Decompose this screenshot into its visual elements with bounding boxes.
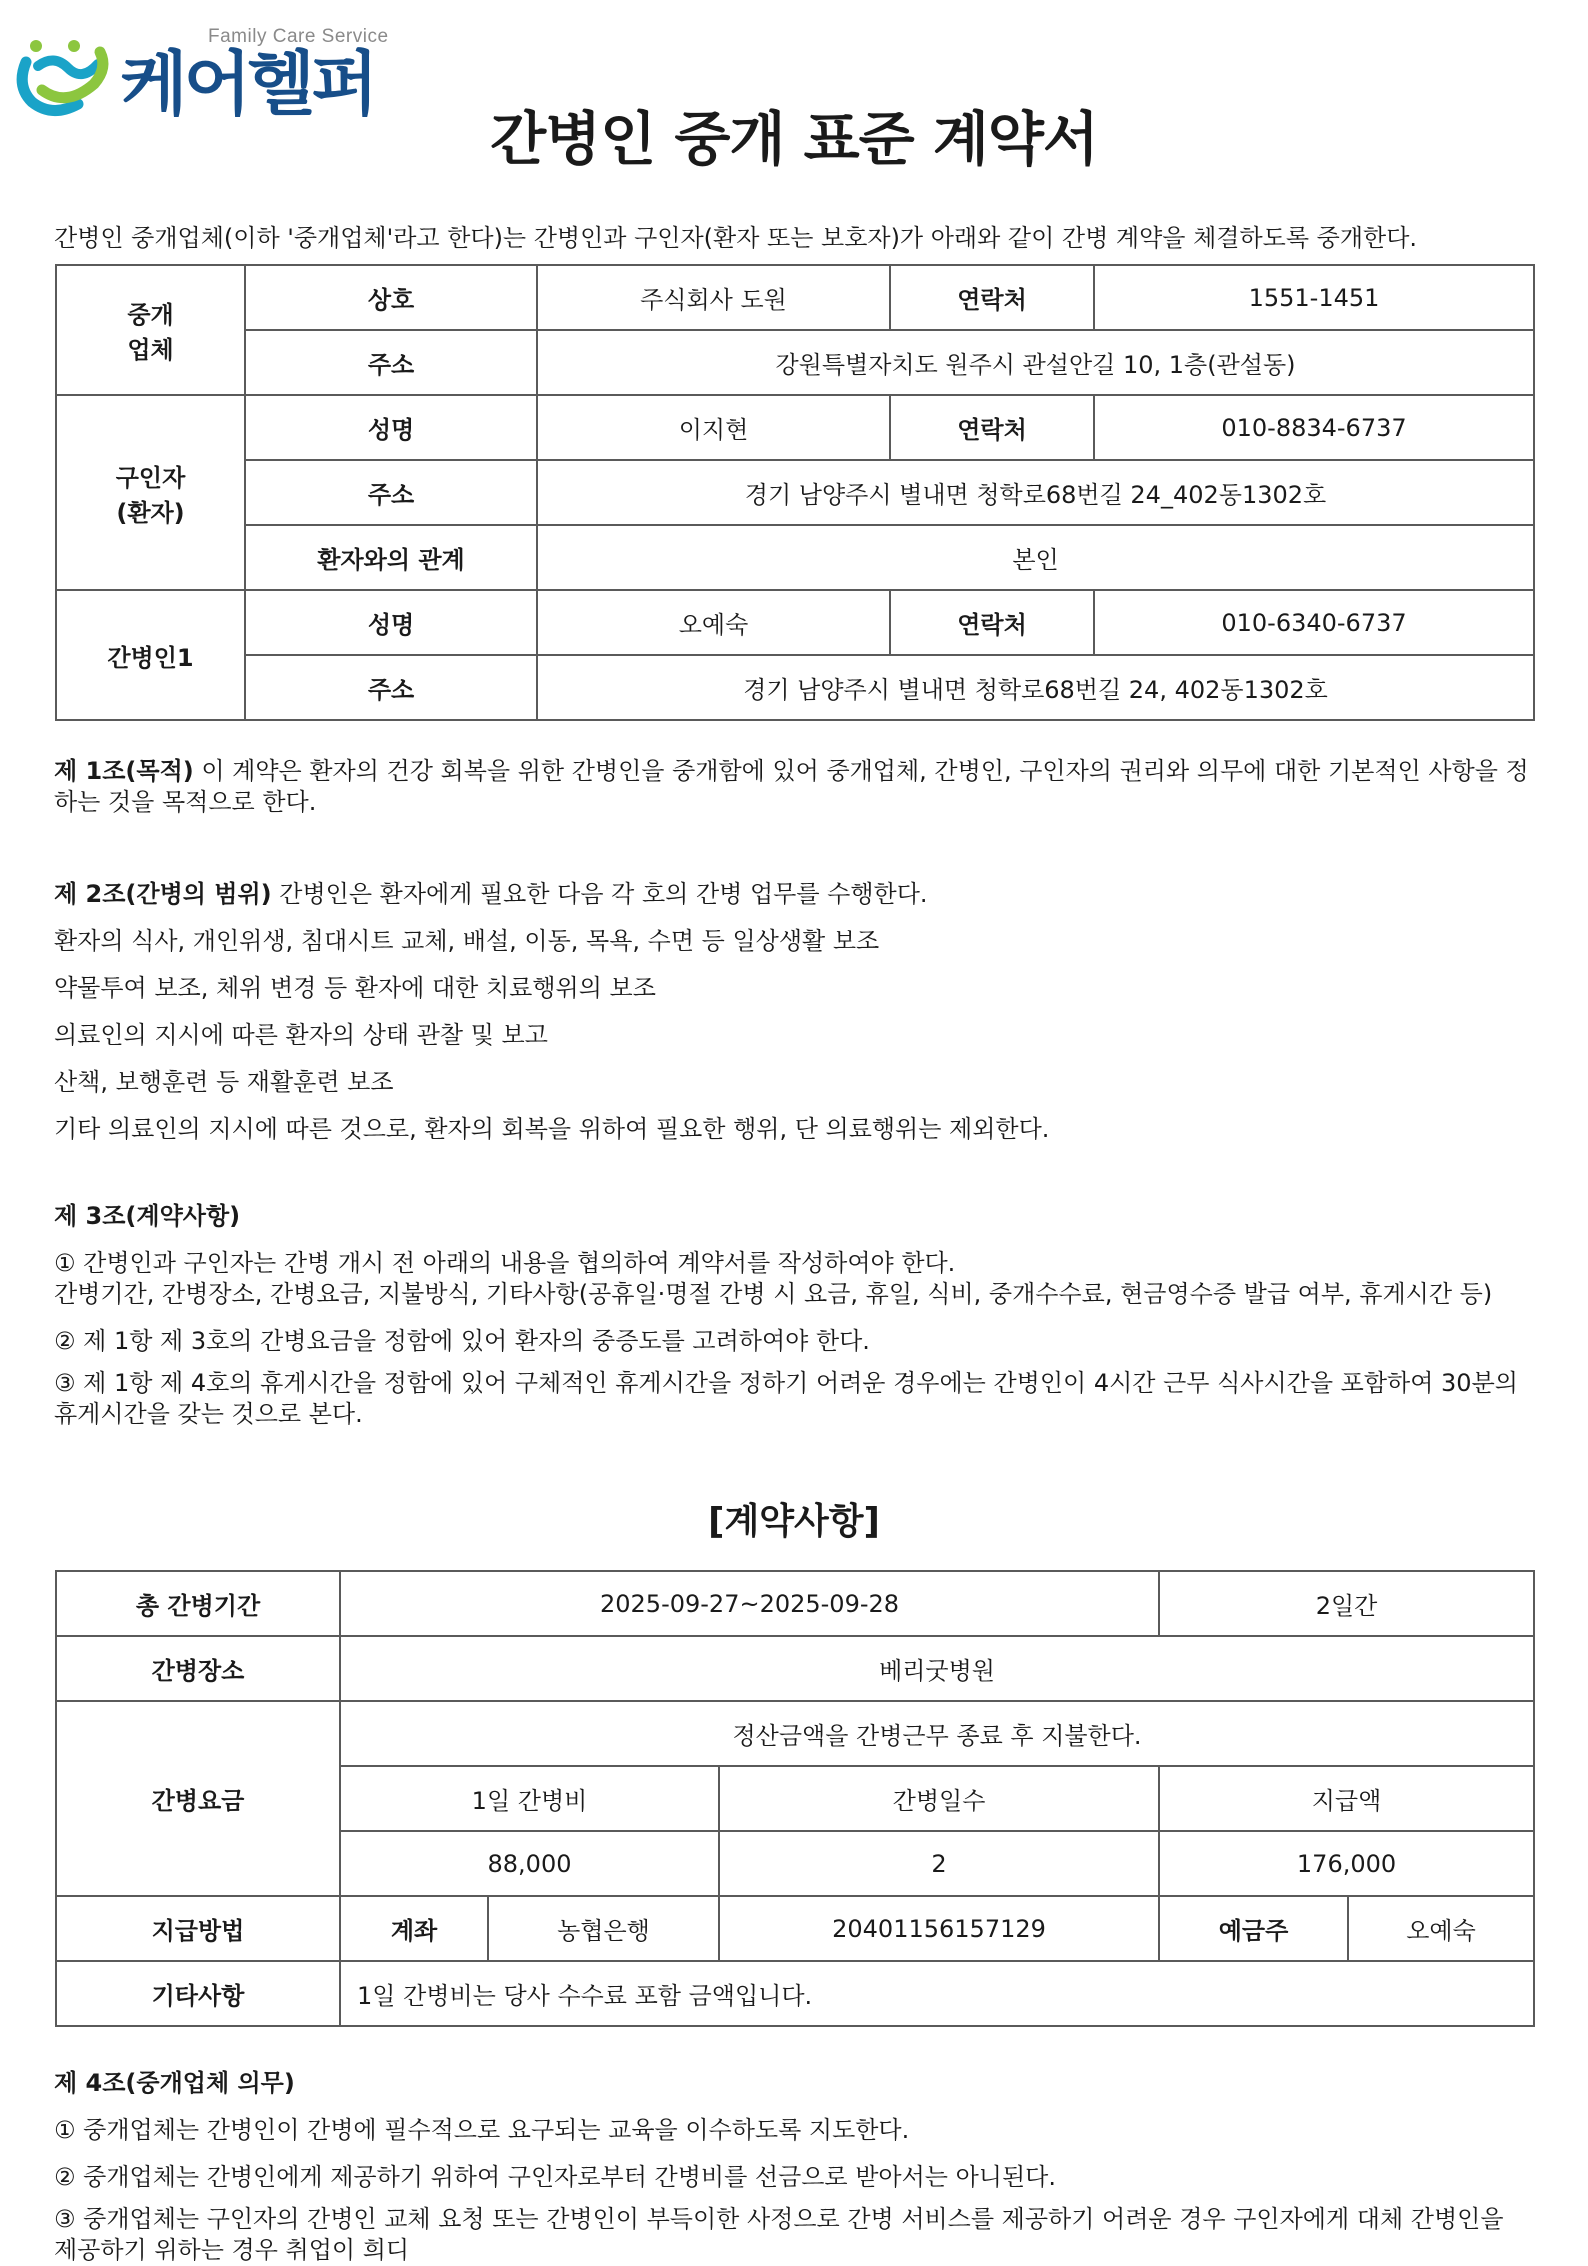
amount-label: 지급액 <box>1159 1766 1534 1831</box>
client-address: 경기 남양주시 별내면 청학로68번길 24_402동1302호 <box>537 460 1534 525</box>
period-value: 2025-09-27~2025-09-28 <box>340 1571 1159 1636</box>
agency-phone-label: 연락처 <box>890 265 1094 330</box>
daily-fee-label: 1일 간병비 <box>340 1766 719 1831</box>
bank-name: 농협은행 <box>488 1896 719 1961</box>
day-count-value: 2 <box>719 1831 1159 1896</box>
caregiver-name-label: 성명 <box>245 590 537 655</box>
client-name: 이지현 <box>537 395 890 460</box>
article-2-text: 간병인은 환자에게 필요한 다음 각 호의 간병 업무를 수행한다. <box>271 880 928 908</box>
fee-label: 간병요금 <box>56 1701 340 1896</box>
period-days: 2일간 <box>1159 1571 1534 1636</box>
article-3-item-1b: 간병기간, 간병장소, 간병요금, 지불방식, 기타사항(공휴일·명절 간병 시 요금, 휴일, 식비, 중개수수료, 현금영수증 발급 여부, 휴게시간 등) <box>54 1280 1493 1308</box>
client-phone: 010-8834-6737 <box>1094 395 1534 460</box>
daily-fee-value: 88,000 <box>340 1831 719 1896</box>
article-4-item-3-text: ③ 중개업체는 구인자의 간병인 교체 요청 또는 간병인이 부득이한 사정으로 간병 서비스를 제공하기 어려운 경우 구인자에게 대체 간병인을 제공하기 위하는 경우 취업이 희디 <box>54 2205 1504 2264</box>
document-title: 간병인 중개 표준 계약서 <box>490 105 1098 173</box>
day-count-label: 간병일수 <box>719 1766 1159 1831</box>
article-1-heading: 제 1조(목적) <box>54 757 194 785</box>
agency-address: 강원특별자치도 원주시 관설안길 10, 1층(관설동) <box>537 330 1534 395</box>
contract-table <box>55 1570 1535 2027</box>
article-4-item-1: ① 중개업체는 간병인이 간병에 필수적으로 요구되는 교육을 이수하도록 지도한다. <box>54 2116 910 2144</box>
caregiver-label: 간병인1 <box>56 590 245 720</box>
caregiver-phone: 010-6340-6737 <box>1094 590 1534 655</box>
article-3-item-3-text: ③ 제 1항 제 4호의 휴게시간을 정함에 있어 구체적인 휴게시간을 정하기 어려운 경우에는 간병인이 4시간 근무 식사시간을 포함하여 30분의 휴게시간을 갖는 것으로 본다. <box>54 1369 1518 1428</box>
article-2-item: 약물투여 보조, 체위 변경 등 환자에 대한 치료행위의 보조 <box>54 974 656 1002</box>
agency-phone: 1551-1451 <box>1094 265 1534 330</box>
holder-name: 오예숙 <box>1348 1896 1534 1961</box>
place-label: 간병장소 <box>56 1636 340 1701</box>
article-2-heading: 제 2조(간병의 범위) <box>54 880 272 908</box>
article-2 <box>54 874 928 909</box>
agency-name-label: 상호 <box>245 265 537 330</box>
article-4-item-3 <box>54 2204 1534 2266</box>
place-value: 베리굿병원 <box>340 1636 1534 1701</box>
article-2-item: 기타 의료인의 지시에 따른 것으로, 환자의 회복을 위하여 필요한 행위, 단 의료행위는 제외한다. <box>54 1115 1050 1143</box>
article-3-heading: 제 3조(계약사항) <box>54 1202 241 1230</box>
caregiver-name: 오예숙 <box>537 590 890 655</box>
caregiver-address-label: 주소 <box>245 655 537 720</box>
agency-address-label: 주소 <box>245 330 537 395</box>
article-3-item-3 <box>54 1368 1534 1430</box>
article-1 <box>54 756 1534 818</box>
client-relation: 본인 <box>537 525 1534 590</box>
amount-value: 176,000 <box>1159 1831 1534 1896</box>
article-4-heading: 제 4조(중개업체 의무) <box>54 2069 295 2097</box>
client-relation-label: 환자와의 관계 <box>245 525 537 590</box>
article-2-item: 의료인의 지시에 따른 환자의 상태 관찰 및 보고 <box>54 1021 548 1049</box>
article-2-item: 산책, 보행훈련 등 재활훈련 보조 <box>54 1068 394 1096</box>
agency-label: 중개 업체 <box>56 265 245 395</box>
intro-text: 간병인 중개업체(이하 '중개업체'라고 한다)는 간병인과 구인자(환자 또는 보호자)가 아래와 같이 간병 계약을 체결하도록 중개한다. <box>54 224 1418 252</box>
article-3-item-1: ① 간병인과 구인자는 간병 개시 전 아래의 내용을 협의하여 계약서를 작성하여야 한다. <box>54 1249 956 1277</box>
article-4-item-2: ② 중개업체는 간병인에게 제공하기 위하여 구인자로부터 간병비를 선금으로 받아서는 아니된다. <box>54 2163 1056 2191</box>
holder-label: 예금주 <box>1159 1896 1348 1961</box>
caregiver-phone-label: 연락처 <box>890 590 1094 655</box>
caregiver-address: 경기 남양주시 별내면 청학로68번길 24, 402동1302호 <box>537 655 1534 720</box>
etc-label: 기타사항 <box>56 1961 340 2026</box>
article-3-item-2: ② 제 1항 제 3호의 간병요금을 정함에 있어 환자의 중증도를 고려하여야 한다. <box>54 1327 870 1355</box>
client-phone-label: 연락처 <box>890 395 1094 460</box>
contract-section-title: [계약사항] <box>707 1501 880 1542</box>
account-number: 20401156157129 <box>719 1896 1159 1961</box>
client-name-label: 성명 <box>245 395 537 460</box>
client-label: 구인자 (환자) <box>56 395 245 590</box>
payment-label: 지급방법 <box>56 1896 340 1961</box>
fee-note: 정산금액을 간병근무 종료 후 지불한다. <box>340 1701 1534 1766</box>
brand-tagline: Family Care Service <box>208 26 389 47</box>
article-1-text: 이 계약은 환자의 건강 회복을 위한 간병인을 중개함에 있어 중개업체, 간병인, 구인자의 권리와 의무에 대한 기본적인 사항을 정하는 것을 목적으로 한다. <box>54 757 1529 816</box>
period-label: 총 간병기간 <box>56 1571 340 1636</box>
parties-table <box>55 264 1535 721</box>
account-label: 계좌 <box>340 1896 488 1961</box>
etc-value: 1일 간병비는 당사 수수료 포함 금액입니다. <box>340 1961 1534 2026</box>
article-2-item: 환자의 식사, 개인위생, 침대시트 교체, 배설, 이동, 목욕, 수면 등 일상생활 보조 <box>54 927 880 955</box>
agency-name: 주식회사 도원 <box>537 265 890 330</box>
client-address-label: 주소 <box>245 460 537 525</box>
brand-name: 케어헬퍼 <box>120 43 375 125</box>
